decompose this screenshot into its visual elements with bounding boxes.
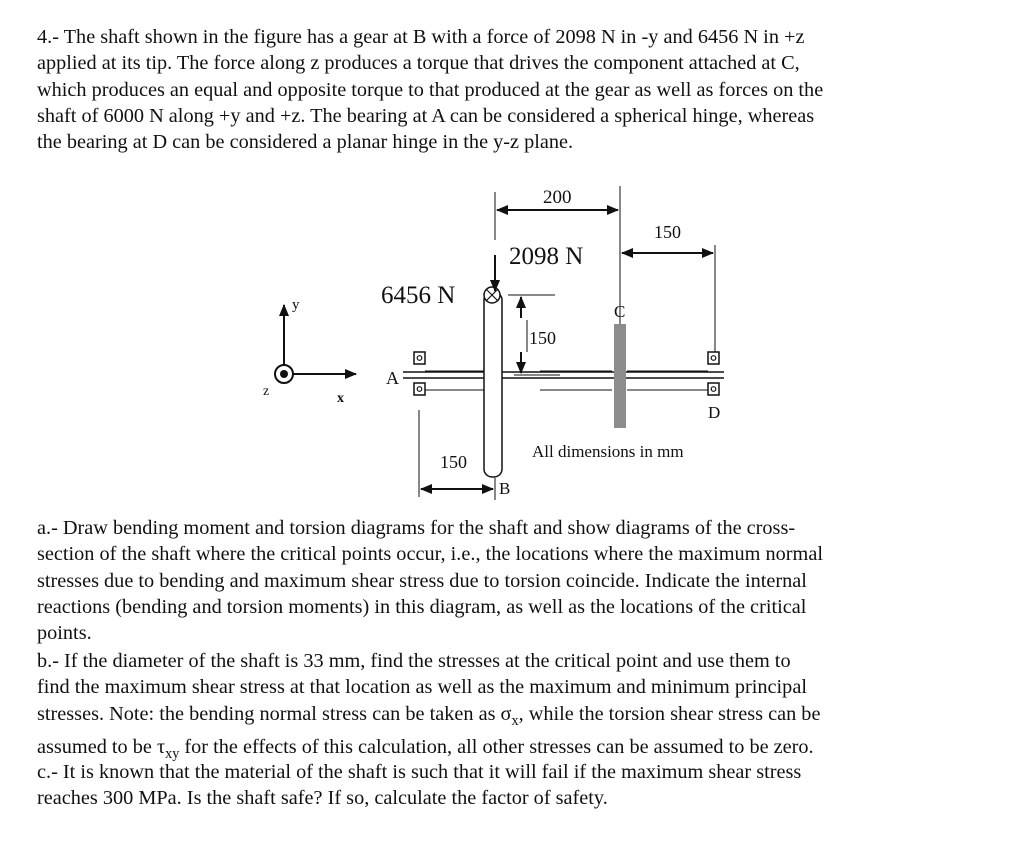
intro-line: shaft of 6000 N along +y and +z. The bearing at A can be considered a spherical hinge, whereas [37, 104, 815, 127]
intro-line: which produces an equal and opposite torque to that produced at the gear as well as forces on the [37, 78, 824, 101]
force-z-label: 6456 N [381, 282, 456, 309]
problem-intro [37, 24, 937, 155]
shaft [403, 371, 724, 390]
part-c-line: c.- It is known that the material of the shaft is such that it will fail if the maximum shear stress [37, 761, 802, 783]
label-a: A [386, 368, 399, 388]
part-a-line: a.- Draw bending moment and torsion diagrams for the shaft and show diagrams of the cross- [37, 517, 796, 539]
intro-line: 4.- The shaft shown in the figure has a gear at B with a force of 2098 N in -y and 6456 N in +z [37, 26, 805, 48]
part-a-line: stresses due to bending and maximum shear stress due to torsion coincide. Indicate the internal [37, 569, 807, 592]
label-d: D [708, 403, 721, 422]
part-a-line: section of the shaft where the critical points occur, i.e., the locations where the maximum normal [37, 543, 823, 566]
intro-line: applied at its tip. The force along z produces a torque that drives the component attached at C, [37, 52, 800, 75]
dimensions-note: All dimensions in mm [532, 442, 684, 461]
part-b-line: find the maximum shear stress at that location as well as the maximum and minimum principal [37, 676, 807, 699]
axis-z-label: z [263, 384, 270, 399]
dimension-200-label: 200 [543, 187, 572, 208]
force-y-label: 2098 N [509, 243, 584, 270]
bearing-d [708, 352, 719, 395]
dimension-150-bottom-label: 150 [440, 452, 467, 472]
intro-line: the bearing at D can be considered a planar hinge in the y-z plane. [37, 131, 574, 154]
label-c: C [614, 302, 626, 321]
part-a-line: reactions (bending and torsion moments) in this diagram, as well as the locations of the critical [37, 595, 807, 618]
dimension-150-right-label: 150 [654, 222, 681, 242]
label-b: B [499, 479, 511, 498]
part-b-line: b.- If the diameter of the shaft is 33 mm, find the stresses at the critical point and use them to [37, 650, 791, 672]
dimension-150-bottom [419, 410, 495, 500]
axis-x-label: x [337, 391, 344, 406]
dimension-150-gear-label: 150 [529, 328, 556, 348]
gear-b [484, 287, 502, 477]
part-b-line: assumed to be $\tau_{xy}$ for the effects of this calculation, all other stresses can be assumed to be zero. [37, 735, 814, 762]
part-a [37, 515, 937, 646]
component-c [614, 324, 626, 428]
dimension-150-gear [508, 295, 560, 375]
coordinate-axes [263, 297, 356, 406]
part-c [37, 759, 937, 812]
part-b-line: stresses. Note: the bending normal stress can be taken as $\sigma_x$, while the torsion shear stress can be [37, 702, 821, 729]
part-a-line: points. [37, 622, 92, 645]
dimension-200 [495, 186, 620, 300]
axis-y-label: y [292, 297, 300, 313]
dimension-150-right [622, 245, 715, 352]
bearing-a [414, 352, 425, 395]
part-c-line: reaches 300 MPa. Is the shaft safe? If so, calculate the factor of safety. [37, 787, 608, 810]
part-b [37, 648, 937, 767]
